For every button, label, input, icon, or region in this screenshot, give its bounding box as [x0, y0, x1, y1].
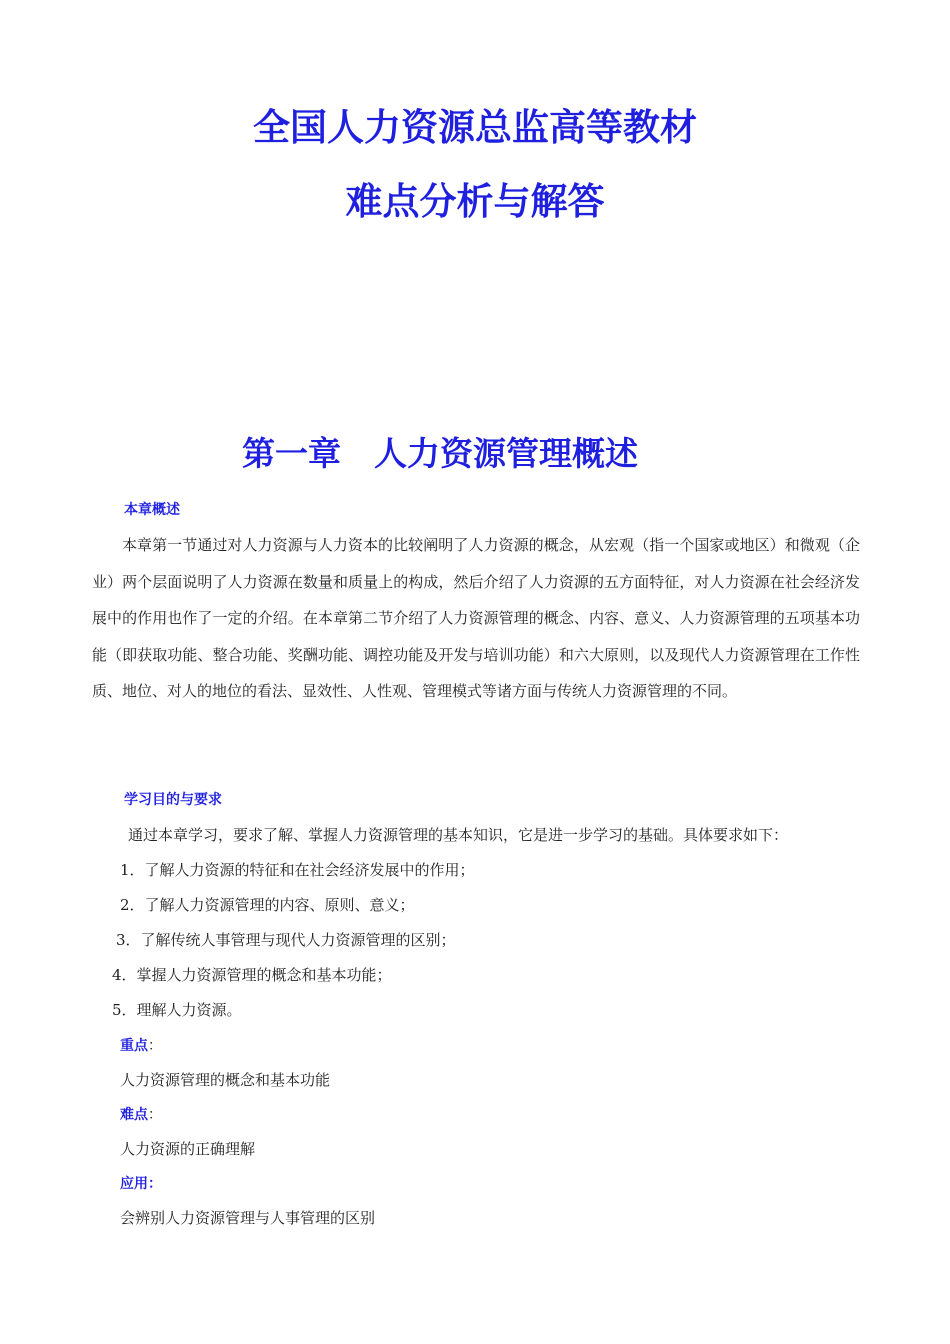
application-text: 会辨别人力资源管理与人事管理的区别 [120, 1209, 376, 1227]
key-point-label [120, 1036, 162, 1056]
key-point-label-text: 重点 [120, 1038, 148, 1054]
objectives-label: 学习目的与要求 [124, 792, 222, 808]
overview-label: 本章概述 [124, 502, 180, 518]
document-title-line1: 全国人力资源总监高等教材 [253, 106, 697, 149]
difficulty-label [120, 1105, 162, 1125]
objective-item-2: 2．了解人力资源管理的内容、原则、意义； [120, 896, 415, 914]
document-title-line2: 难点分析与解答 [345, 180, 605, 223]
difficulty-label-text: 难点 [120, 1107, 148, 1123]
objective-item-3: 3．了解传统人事管理与现代人力资源管理的区别； [116, 931, 456, 949]
objective-item-4: 4．掌握人力资源管理的概念和基本功能； [112, 966, 392, 984]
key-point-colon: ： [148, 1038, 162, 1054]
difficulty-text: 人力资源的正确理解 [120, 1140, 256, 1158]
objective-item-1: 1．了解人力资源的特征和在社会经济发展中的作用； [120, 861, 475, 879]
overview-paragraph: 本章第一节通过对人力资源与人力资本的比较阐明了人力资源的概念，从宏观（指一个国家或地区）和微观（企业）两个层面说明了人力资源在数量和质量上的构成，然后介绍了人力资源的五方面特征，对人力资源在社会经济发展中的作用也作了一定的介绍。在本章第二节介绍了人力资源管理的概念、内容、意义、人力资源管理的五项基本功能（即获取功能、整合功能、奖酬功能、调控功能及开发与培训功能）和六大原则，以及现代人力资源管理在工作性质、地位、对人的地位的看法、显效性、人性观、管理模式等诸方面与传统人力资源管理的不同。 [92, 536, 860, 700]
objective-item-5: 5．理解人力资源。 [112, 1001, 242, 1019]
difficulty-colon: ： [148, 1107, 162, 1123]
application-label: 应用： [120, 1176, 162, 1192]
objectives-intro: 通过本章学习，要求了解、掌握人力资源管理的基本知识，它是进一步学习的基础。具体要求如下： [128, 826, 789, 844]
chapter-heading: 第一章 人力资源管理概述 [242, 434, 638, 473]
key-point-text: 人力资源管理的概念和基本功能 [120, 1071, 331, 1089]
